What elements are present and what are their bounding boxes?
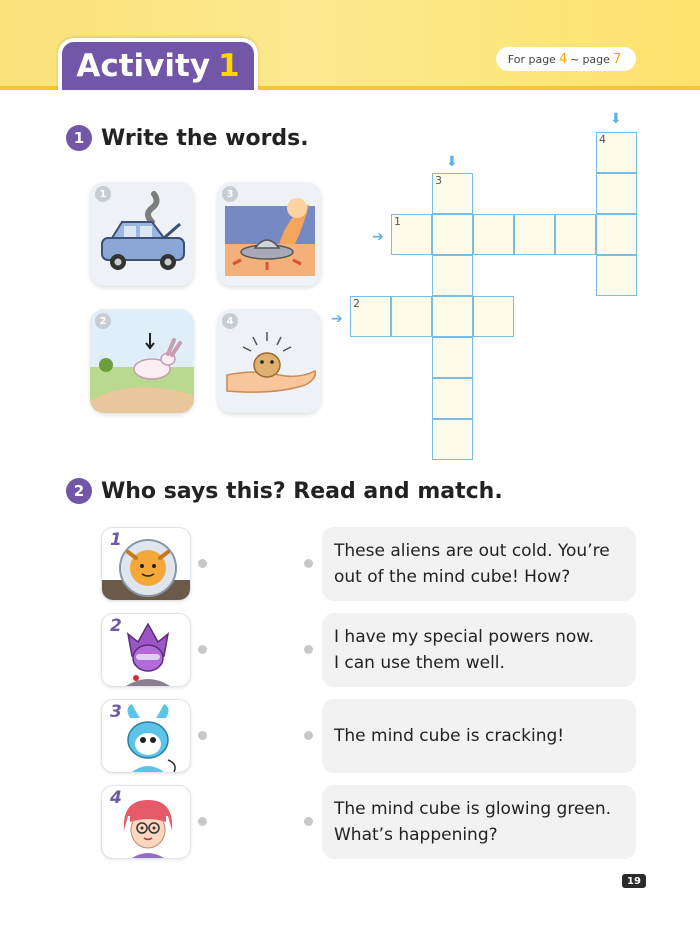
crossword-cell[interactable] bbox=[596, 132, 637, 173]
picture-number: 4 bbox=[222, 313, 238, 329]
match-dot-left[interactable] bbox=[198, 817, 207, 826]
quote-line: The mind cube is glowing green. bbox=[334, 799, 612, 819]
activity-tab bbox=[58, 38, 258, 90]
clue-number-1: 1 bbox=[394, 215, 401, 228]
section-2-heading: Who says this? Read and match. bbox=[101, 478, 503, 504]
quote-line: I can use them well. bbox=[334, 653, 505, 673]
page-ref-sep: ~ bbox=[570, 52, 580, 66]
crossword-cell[interactable] bbox=[432, 214, 473, 255]
quote-line: out of the mind cube! How? bbox=[334, 567, 571, 587]
picture-card-3 bbox=[217, 182, 321, 286]
page-reference bbox=[496, 47, 636, 71]
crossword-cell[interactable] bbox=[473, 296, 514, 337]
crossword-cell[interactable] bbox=[432, 378, 473, 419]
page-ref-from: 4 bbox=[558, 51, 568, 67]
picture-number: 3 bbox=[222, 186, 238, 202]
picture-card-4 bbox=[217, 309, 321, 413]
page-ref-mid: page bbox=[582, 52, 610, 66]
section-1-heading: Write the words. bbox=[101, 125, 309, 151]
quote-line: I have my special powers now. bbox=[334, 627, 595, 647]
character-card-1 bbox=[101, 527, 191, 601]
section-1-title bbox=[66, 125, 309, 151]
character-card-3 bbox=[101, 699, 191, 773]
section-2-title bbox=[66, 478, 503, 504]
match-dot-right[interactable] bbox=[304, 731, 313, 740]
activity-label: Activity bbox=[76, 48, 211, 84]
character-number: 4 bbox=[110, 788, 122, 808]
page-number: 19 bbox=[622, 874, 646, 888]
crossword-cell[interactable] bbox=[391, 296, 432, 337]
crossword-cell[interactable] bbox=[432, 173, 473, 214]
character-card-4 bbox=[101, 785, 191, 859]
quote-line: What’s happening? bbox=[334, 825, 498, 845]
section-1-badge: 1 bbox=[66, 125, 92, 151]
arrow-right-icon: ➔ bbox=[331, 311, 343, 327]
quote-box-4 bbox=[322, 785, 636, 859]
crossword-cell[interactable] bbox=[596, 214, 637, 255]
arrow-down-icon: ⬇ bbox=[610, 111, 622, 127]
activity-number: 1 bbox=[218, 48, 240, 84]
picture-card-1 bbox=[90, 182, 194, 286]
page-ref-prefix: For page bbox=[507, 52, 556, 66]
crossword-cell[interactable] bbox=[514, 214, 555, 255]
match-dot-left[interactable] bbox=[198, 731, 207, 740]
match-dot-left[interactable] bbox=[198, 559, 207, 568]
crossword-cell[interactable] bbox=[432, 255, 473, 296]
crossword-cell[interactable] bbox=[391, 214, 432, 255]
crossword-cell[interactable] bbox=[350, 296, 391, 337]
clue-number-4: 4 bbox=[599, 133, 606, 146]
page-ref-to: 7 bbox=[612, 51, 622, 67]
character-card-2 bbox=[101, 613, 191, 687]
clue-number-3: 3 bbox=[435, 174, 442, 187]
clue-number-2: 2 bbox=[353, 297, 360, 310]
picture-number: 2 bbox=[95, 313, 111, 329]
quote-line: The mind cube is cracking! bbox=[334, 726, 565, 746]
character-number: 1 bbox=[110, 530, 122, 550]
crossword-cell[interactable] bbox=[596, 173, 637, 214]
character-number: 3 bbox=[110, 702, 122, 722]
arrow-right-icon: ➔ bbox=[372, 229, 384, 245]
picture-number: 1 bbox=[95, 186, 111, 202]
quote-line: These aliens are out cold. You’re bbox=[334, 541, 610, 561]
crossword-cell[interactable] bbox=[432, 337, 473, 378]
match-dot-right[interactable] bbox=[304, 559, 313, 568]
character-number: 2 bbox=[110, 616, 122, 636]
arrow-down-icon: ⬇ bbox=[446, 154, 458, 170]
section-2-badge: 2 bbox=[66, 478, 92, 504]
crossword-cell[interactable] bbox=[432, 296, 473, 337]
crossword-cell[interactable] bbox=[432, 419, 473, 460]
match-dot-left[interactable] bbox=[198, 645, 207, 654]
crossword-cell[interactable] bbox=[555, 214, 596, 255]
match-dot-right[interactable] bbox=[304, 817, 313, 826]
crossword-cell[interactable] bbox=[473, 214, 514, 255]
match-dot-right[interactable] bbox=[304, 645, 313, 654]
quote-box-1 bbox=[322, 527, 636, 601]
crossword-cell[interactable] bbox=[596, 255, 637, 296]
quote-box-3 bbox=[322, 699, 636, 773]
quote-box-2 bbox=[322, 613, 636, 687]
picture-card-2 bbox=[90, 309, 194, 413]
